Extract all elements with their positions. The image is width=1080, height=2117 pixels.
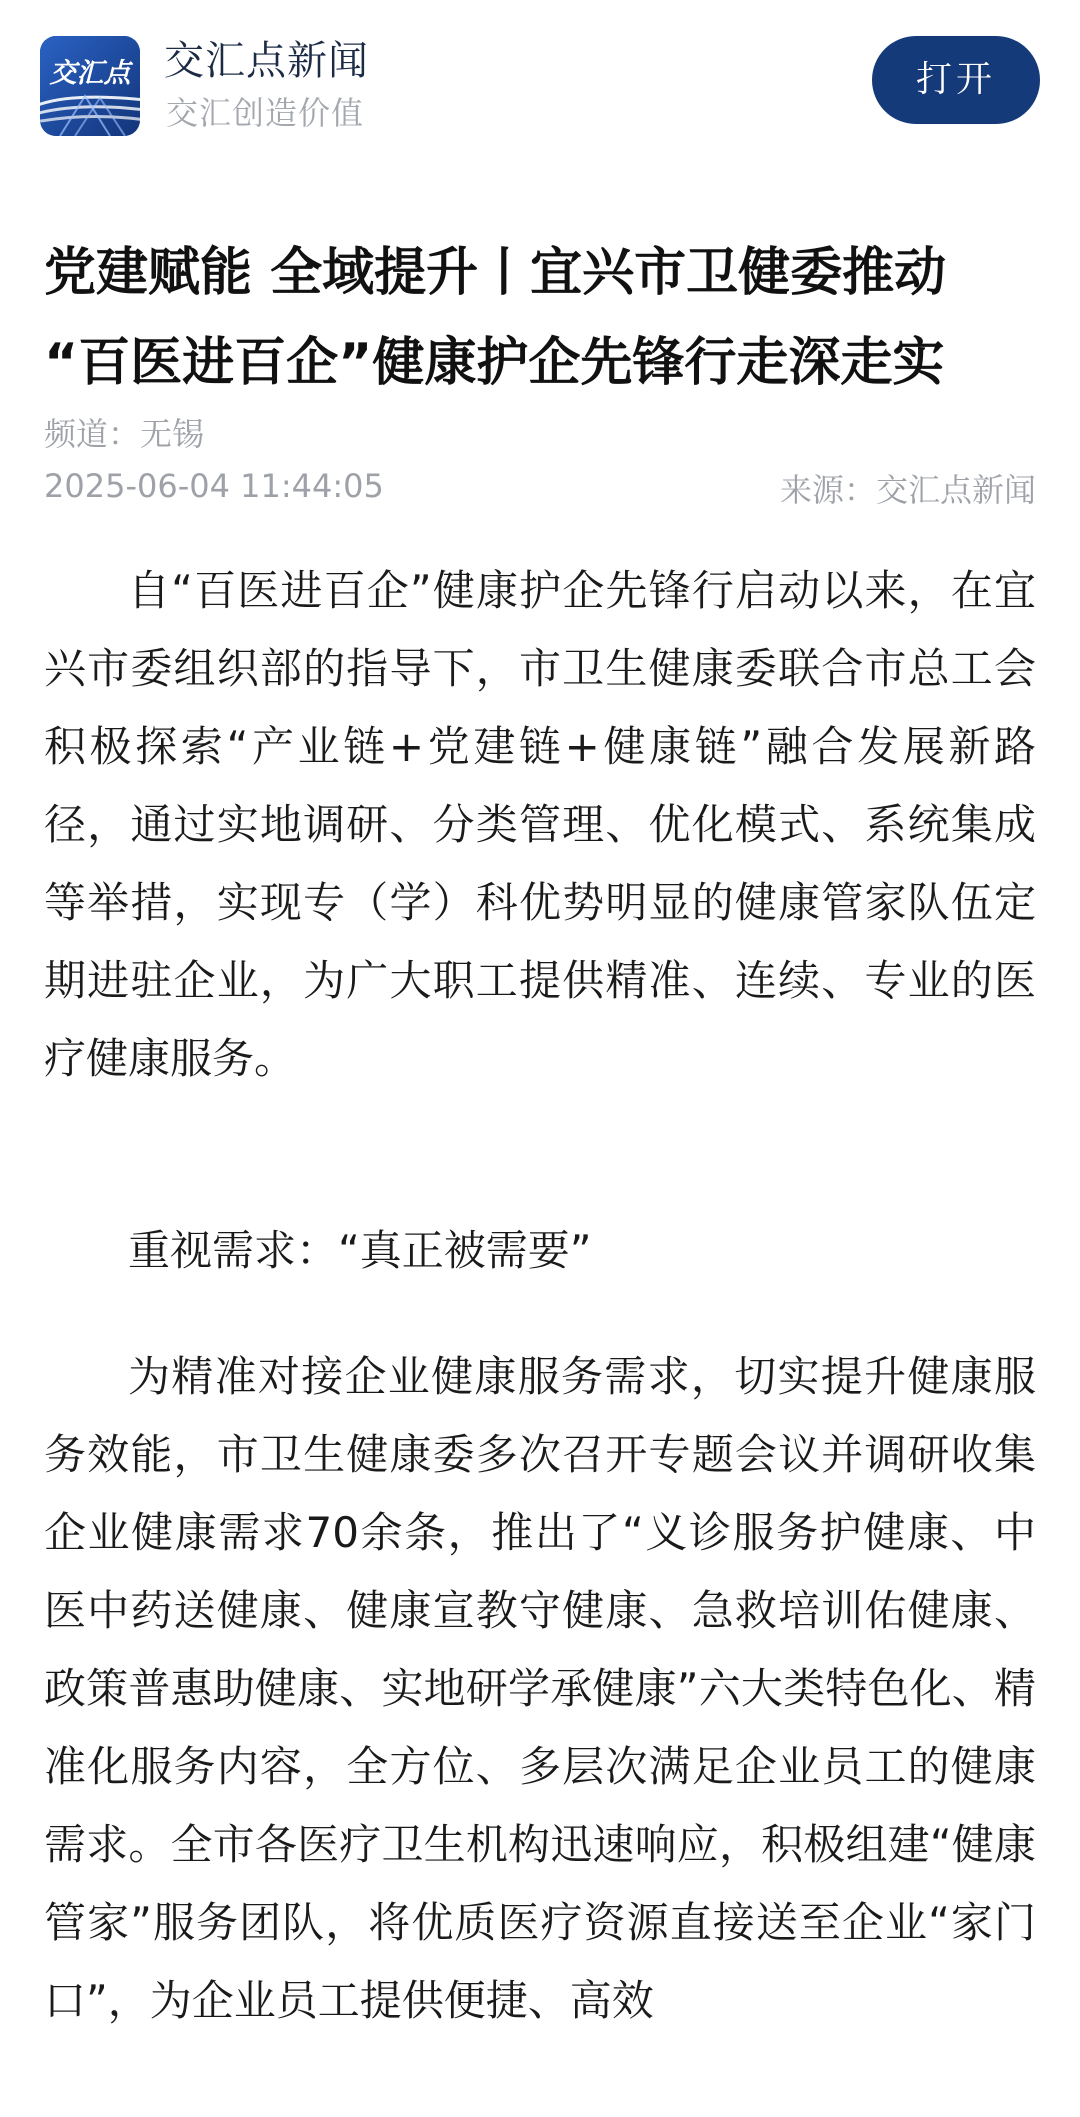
body-paragraph: 为精准对接企业健康服务需求，切实提升健康服务效能，市卫生健康委多次召开专题会议并调研收集企业健康需求70余条，推出了“义诊服务护健康、中医中药送健康、健康宣教守健康、急救培训佑健康、政策普惠助健康、实地研学承健康”六大类特色化、精准化服务内容，全方位、多层次满足企业员工的健康需求。全市各医疗卫生机构迅速响应，积极组建“健康管家”服务团队，将优质医疗资源直接送至企业“家门口”，为企业员工提供便捷、高效	[44, 1352, 1036, 2025]
article-title	[44, 228, 1040, 408]
body-paragraph: 自“百医进百企”健康护企先锋行启动以来，在宜兴市委组织部的指导下，市卫生健康委联合市总工会积极探索“产业链+党建链+健康链”融合发展新路径，通过实地调研、分类管理、优化模式、系统集成等举措，实现专（学）科优势明显的健康管家队伍定期进驻企业，为广大职工提供精准、连续、专业的医疗健康服务。	[44, 566, 1036, 1083]
article-source: 来源：交汇点新闻	[779, 471, 1036, 509]
app-logo-graphic	[40, 36, 140, 136]
open-app-button[interactable]: 打开	[872, 36, 1040, 124]
article-meta-row	[44, 464, 1036, 508]
publish-time: 2025-06-04 11:44:05	[44, 467, 384, 505]
app-logo-icon[interactable]	[40, 36, 140, 136]
article-channel: 频道：无锡	[44, 415, 205, 453]
app-name: 交汇点新闻	[164, 38, 369, 84]
svg-text:交汇点: 交汇点	[49, 58, 131, 89]
section-subheading: 重视需求：“真正被需要”	[128, 1226, 592, 1275]
app-slogan: 交汇创造价值	[166, 94, 365, 132]
article-title-line-2: “百医进百企”健康护企先锋行走深走实	[44, 333, 945, 393]
article-title-line-1: 党建赋能 全域提升丨宜兴市卫健委推动	[44, 243, 947, 303]
app-download-banner[interactable]	[0, 0, 1080, 160]
